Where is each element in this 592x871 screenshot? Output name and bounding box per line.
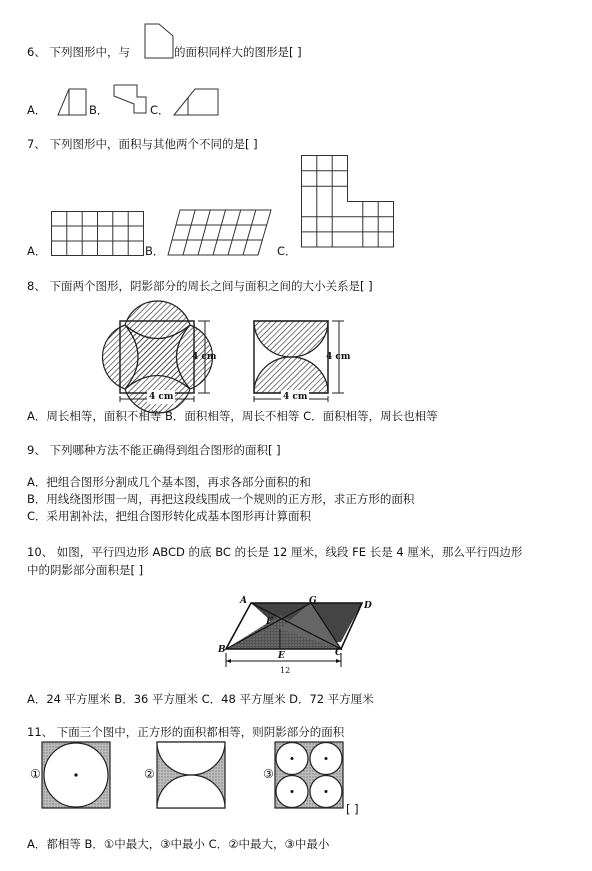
q7-option-a-grid <box>51 211 144 256</box>
q7-option-b-parallelogram <box>167 209 272 256</box>
q11-figure3 <box>273 740 345 810</box>
q6-option-b-label[interactable]: B． <box>89 103 109 117</box>
q10-point-g: G <box>309 596 317 606</box>
q6-option-c-label[interactable]: C． <box>150 103 170 117</box>
q10-options[interactable]: A．24 平方厘米 B．36 平方厘米 C．48 平方厘米 D．72 平方厘米 <box>27 692 374 706</box>
q11-figure1 <box>40 740 112 810</box>
q8-left-bottom-dim: 4 cm <box>149 392 174 402</box>
q10-stem-line1: 10、 如图，平行四边形 ABCD 的底 BC 的长是 12 厘米，线段 FE 长是 4 厘米，那么平行四边形 <box>27 545 523 559</box>
q6-reference-shape <box>144 22 174 60</box>
q9-option-b[interactable]: B．用线绕图形围一周，再把这段线围成一个规则的正方形，求正方形的面积 <box>27 492 415 506</box>
q10-bc-length: 12 <box>280 666 291 675</box>
q10-point-d: D <box>364 601 372 611</box>
q6-stem-part2: 的面积同样大的图形是[ ] <box>174 45 302 59</box>
q11-figure3-label: ③ <box>263 767 274 781</box>
q6-stem-part1: 6、 下列图形中，与 <box>27 45 130 59</box>
q6-option-c-shape <box>173 88 219 116</box>
q11-figure2 <box>155 740 227 810</box>
q8-options[interactable]: A．周长相等，面积不相等 B．面积相等，周长不相等 C．面积相等，周长也相等 <box>27 409 438 423</box>
q7-stem: 7、 下列图形中，面积与其他两个不同的是[ ] <box>27 137 258 151</box>
q8-right-bottom-dim: 4 cm <box>283 392 308 402</box>
q10-point-c: C <box>335 648 343 658</box>
q7-option-c-label[interactable]: C． <box>277 244 297 258</box>
q8-right-side-dim: 4 cm <box>326 352 351 362</box>
q6-option-a-shape <box>57 88 87 116</box>
q10-point-b: B <box>218 645 226 655</box>
q10-stem-line2: 中的阴影部分面积是[ ] <box>27 563 144 577</box>
q10-point-e: E <box>278 651 285 661</box>
q7-option-a-label[interactable]: A． <box>27 244 47 258</box>
q11-figure1-label: ① <box>30 767 41 781</box>
q10-point-a: A <box>240 596 247 606</box>
q7-option-b-label[interactable]: B． <box>145 244 165 258</box>
q9-option-a[interactable]: A．把组合图形分割成几个基本图，再求各部分面积的和 <box>27 475 311 489</box>
q9-stem: 9、 下列哪种方法不能正确得到组合图形的面积[ ] <box>27 443 281 457</box>
q11-options[interactable]: A．都相等 B．①中最大，③中最小 C．②中最大，③中最小 <box>27 837 330 851</box>
q10-point-f: F <box>266 617 273 627</box>
q10-parallelogram-figure <box>214 593 379 679</box>
q7-option-c-lshape <box>301 155 395 248</box>
q11-stem: 11、 下面三个图中，正方形的面积都相等，则阴影部分的面积 <box>27 725 345 739</box>
q6-option-a-label[interactable]: A． <box>27 103 47 117</box>
q8-stem: 8、 下面两个图形，阴影部分的周长之间与面积之间的大小关系是[ ] <box>27 279 373 293</box>
q9-option-c[interactable]: C．采用割补法，把组合图形转化成基本图形再计算面积 <box>27 509 312 523</box>
q6-option-b-shape <box>113 84 147 114</box>
q11-figure2-label: ② <box>144 767 155 781</box>
q11-answer-bracket: [ ] <box>346 802 359 816</box>
q8-left-side-dim: 4 cm <box>192 352 217 362</box>
